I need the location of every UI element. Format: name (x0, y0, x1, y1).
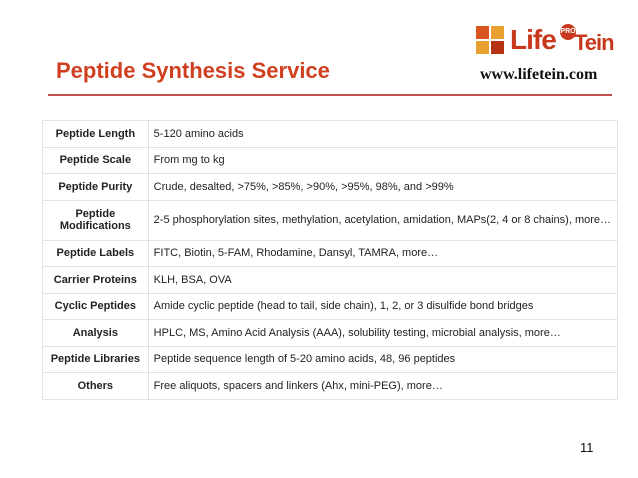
table-row (43, 240, 618, 267)
logo-squares-icon (476, 26, 506, 56)
services-table (42, 120, 618, 400)
row-value: Crude, desalted, >75%, >85%, >90%, >95%, 98%, and >99% (148, 174, 617, 201)
row-label: Analysis (43, 320, 149, 347)
table-row (43, 346, 618, 373)
row-value: KLH, BSA, OVA (148, 267, 617, 294)
row-label: Peptide Labels (43, 240, 149, 267)
row-value: Free aliquots, spacers and linkers (Ahx, mini-PEG), more… (148, 373, 617, 400)
row-label: Cyclic Peptides (43, 293, 149, 320)
row-label: Peptide Modifications (43, 200, 149, 240)
page-number: 11 (580, 440, 594, 455)
row-label: Others (43, 373, 149, 400)
table-row (43, 293, 618, 320)
logo (476, 22, 616, 62)
table-row (43, 320, 618, 347)
logo-text-life: Life (510, 24, 556, 55)
row-value: Peptide sequence length of 5-20 amino acids, 48, 96 peptides (148, 346, 617, 373)
site-url: www.lifetein.com (480, 66, 598, 83)
row-label: Peptide Scale (43, 147, 149, 174)
table-row (43, 200, 618, 240)
row-label: Peptide Length (43, 121, 149, 148)
row-value: 5-120 amino acids (148, 121, 617, 148)
logo-text-tein: Tein (574, 30, 614, 55)
row-label: Peptide Purity (43, 174, 149, 201)
row-value: From mg to kg (148, 147, 617, 174)
row-label: Peptide Libraries (43, 346, 149, 373)
title-rule (48, 94, 612, 96)
row-value: HPLC, MS, Amino Acid Analysis (AAA), solubility testing, microbial analysis, more… (148, 320, 617, 347)
table-row (43, 174, 618, 201)
logo-badge: PRO (560, 24, 576, 40)
table-row (43, 373, 618, 400)
table-row (43, 267, 618, 294)
row-value: 2-5 phosphorylation sites, methylation, acetylation, amidation, MAPs(2, 4 or 8 chains), more… (148, 200, 617, 240)
row-label: Carrier Proteins (43, 267, 149, 294)
table-row (43, 121, 618, 148)
row-value: FITC, Biotin, 5-FAM, Rhodamine, Dansyl, TAMRA, more… (148, 240, 617, 267)
slide-title: Peptide Synthesis Service (56, 58, 330, 83)
table-row (43, 147, 618, 174)
row-value: Amide cyclic peptide (head to tail, side chain), 1, 2, or 3 disulfide bond bridges (148, 293, 617, 320)
